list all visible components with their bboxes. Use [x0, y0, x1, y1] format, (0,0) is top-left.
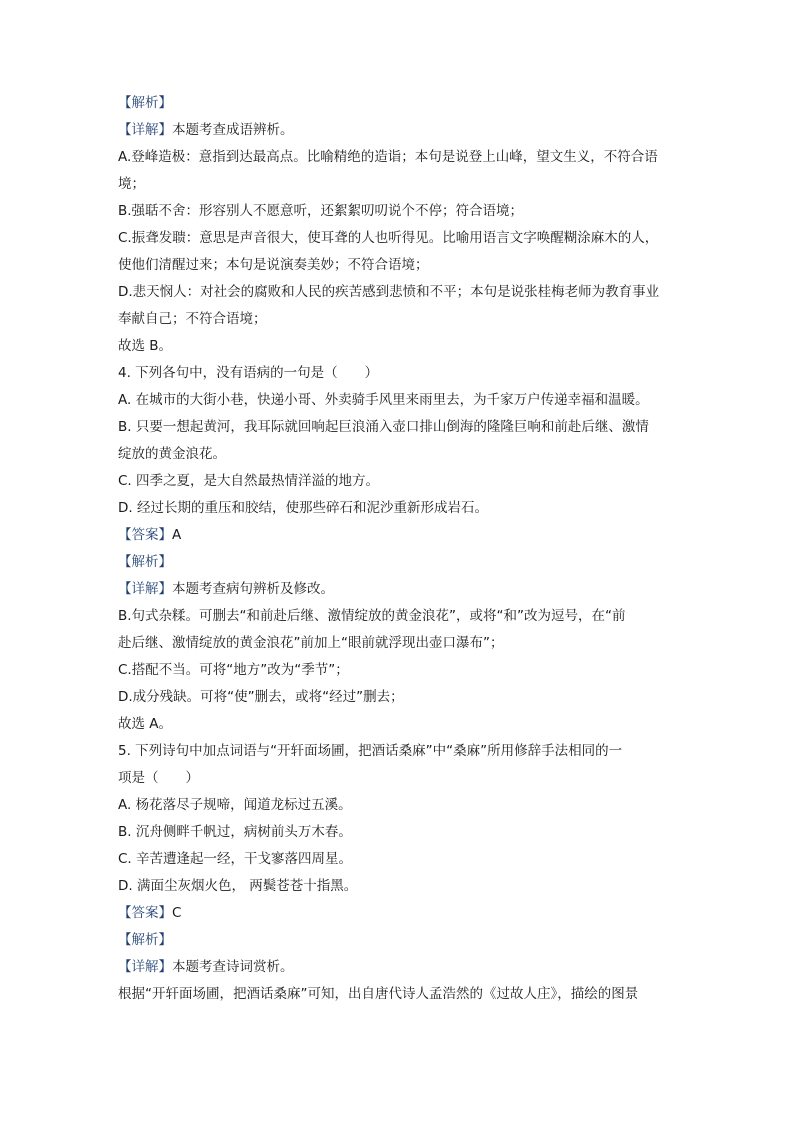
text-line: [118, 661, 683, 688]
line-text: C. 辛苦遭逢起一经，干戈寥落四周星。: [118, 851, 353, 867]
text-line: [118, 418, 683, 445]
text-line: [118, 742, 683, 769]
text-line: [118, 985, 683, 1012]
text-line: [118, 202, 683, 229]
text-line: [118, 391, 683, 418]
text-line: [118, 499, 683, 526]
line-text: D. 经过长期的重压和胶结，使那些碎石和泥沙重新形成岩石。: [118, 500, 488, 516]
section-tag: 【答案】: [118, 905, 172, 921]
text-line: [118, 148, 683, 175]
text-line: [118, 472, 683, 499]
line-text: 绽放的黄金浪花。: [118, 446, 226, 462]
line-text: D.悲天悯人：对社会的腐败和人民的疾苦感到悲愤和不平；本句是说张桂梅老师为教育事业: [118, 284, 660, 300]
text-line: [118, 337, 683, 364]
section-tag: 【详解】: [118, 581, 172, 597]
line-text: C.振聋发聩：意思是声音很大，使耳聋的人也听得见。比喻用语言文字唤醒糊涂麻木的人，: [118, 230, 659, 246]
text-line: [118, 553, 683, 580]
section-tag: 【解析】: [118, 932, 172, 948]
line-text: D.成分残缺。可将“使”删去，或将“经过”删去；: [118, 689, 404, 705]
text-line: [118, 175, 683, 202]
line-text: B. 只要一想起黄河，我耳际就回响起巨浪涌入壶口排山倒海的隆隆巨响和前赴后继、激情: [118, 419, 649, 435]
line-text: 使他们清醒过来；本句是说演奏美妙；不符合语境；: [118, 257, 429, 273]
line-text: C. 四季之夏，是大自然最热情洋溢的地方。: [118, 473, 380, 489]
line-text: A: [172, 527, 182, 543]
text-line: [118, 121, 683, 148]
section-tag: 【解析】: [118, 95, 172, 111]
text-line: [118, 769, 683, 796]
line-text: 本题考查诗词赏析。: [172, 959, 294, 975]
line-text: 赴后继、激情绽放的黄金浪花”前加上“眼前就浮现出壶口瀑布”；: [118, 635, 504, 651]
document-page: [118, 94, 683, 1012]
line-text: 奉献自己；不符合语境；: [118, 311, 267, 327]
text-line: [118, 229, 683, 256]
line-text: A.登峰造极：意指到达最高点。比喻精绝的造诣；本句是说登上山峰，望文生义，不符合语: [118, 149, 658, 165]
line-text: 故选 A。: [118, 716, 173, 732]
text-line: [118, 526, 683, 553]
text-line: [118, 607, 683, 634]
line-text: D. 满面尘灰烟火色， 两鬓苍苍十指黑。: [118, 878, 358, 894]
line-text: 本题考查成语辨析。: [172, 122, 294, 138]
text-line: [118, 445, 683, 472]
text-line: [118, 715, 683, 742]
text-line: [118, 94, 683, 121]
line-text: B.强聒不舍：形容别人不愿意听，还絮絮叨叨说个不停；符合语境；: [118, 203, 524, 219]
line-text: 4. 下列各句中，没有语病的一句是（ ）: [118, 365, 379, 381]
text-line: [118, 634, 683, 661]
line-text: A. 杨花落尽子规啼，闻道龙标过五溪。: [118, 797, 352, 813]
text-line: [118, 688, 683, 715]
line-text: 境；: [118, 176, 145, 192]
text-line: [118, 796, 683, 823]
section-tag: 【解析】: [118, 554, 172, 570]
text-line: [118, 931, 683, 958]
line-text: 5. 下列诗句中加点词语与“开轩面场圃，把酒话桑麻”中“桑麻”所用修辞手法相同的一: [118, 743, 623, 759]
text-line: [118, 877, 683, 904]
section-tag: 【详解】: [118, 959, 172, 975]
line-text: 根据“开轩面场圃，把酒话桑麻”可知，出自唐代诗人孟浩然的《过故人庄》，描绘的图景: [118, 986, 639, 1002]
line-text: 项是（ ）: [118, 770, 199, 786]
text-line: [118, 904, 683, 931]
line-text: C: [172, 905, 182, 921]
text-line: [118, 580, 683, 607]
line-text: 故选 B。: [118, 338, 173, 354]
line-text: 本题考查病句辨析及修改。: [172, 581, 334, 597]
line-text: A. 在城市的大街小巷，快递小哥、外卖骑手风里来雨里去，为千家万户传递幸福和温暖。: [118, 392, 649, 408]
text-line: [118, 958, 683, 985]
section-tag: 【详解】: [118, 122, 172, 138]
text-line: [118, 310, 683, 337]
line-text: B. 沉舟侧畔千帆过，病树前头万木春。: [118, 824, 352, 840]
text-line: [118, 256, 683, 283]
text-line: [118, 823, 683, 850]
section-tag: 【答案】: [118, 527, 172, 543]
line-text: C.搭配不当。可将“地方”改为“季节”；: [118, 662, 349, 678]
line-text: B.句式杂糅。可删去“和前赴后继、激情绽放的黄金浪花”，或将“和”改为逗号，在“前: [118, 608, 626, 624]
text-line: [118, 850, 683, 877]
text-line: [118, 283, 683, 310]
text-line: [118, 364, 683, 391]
